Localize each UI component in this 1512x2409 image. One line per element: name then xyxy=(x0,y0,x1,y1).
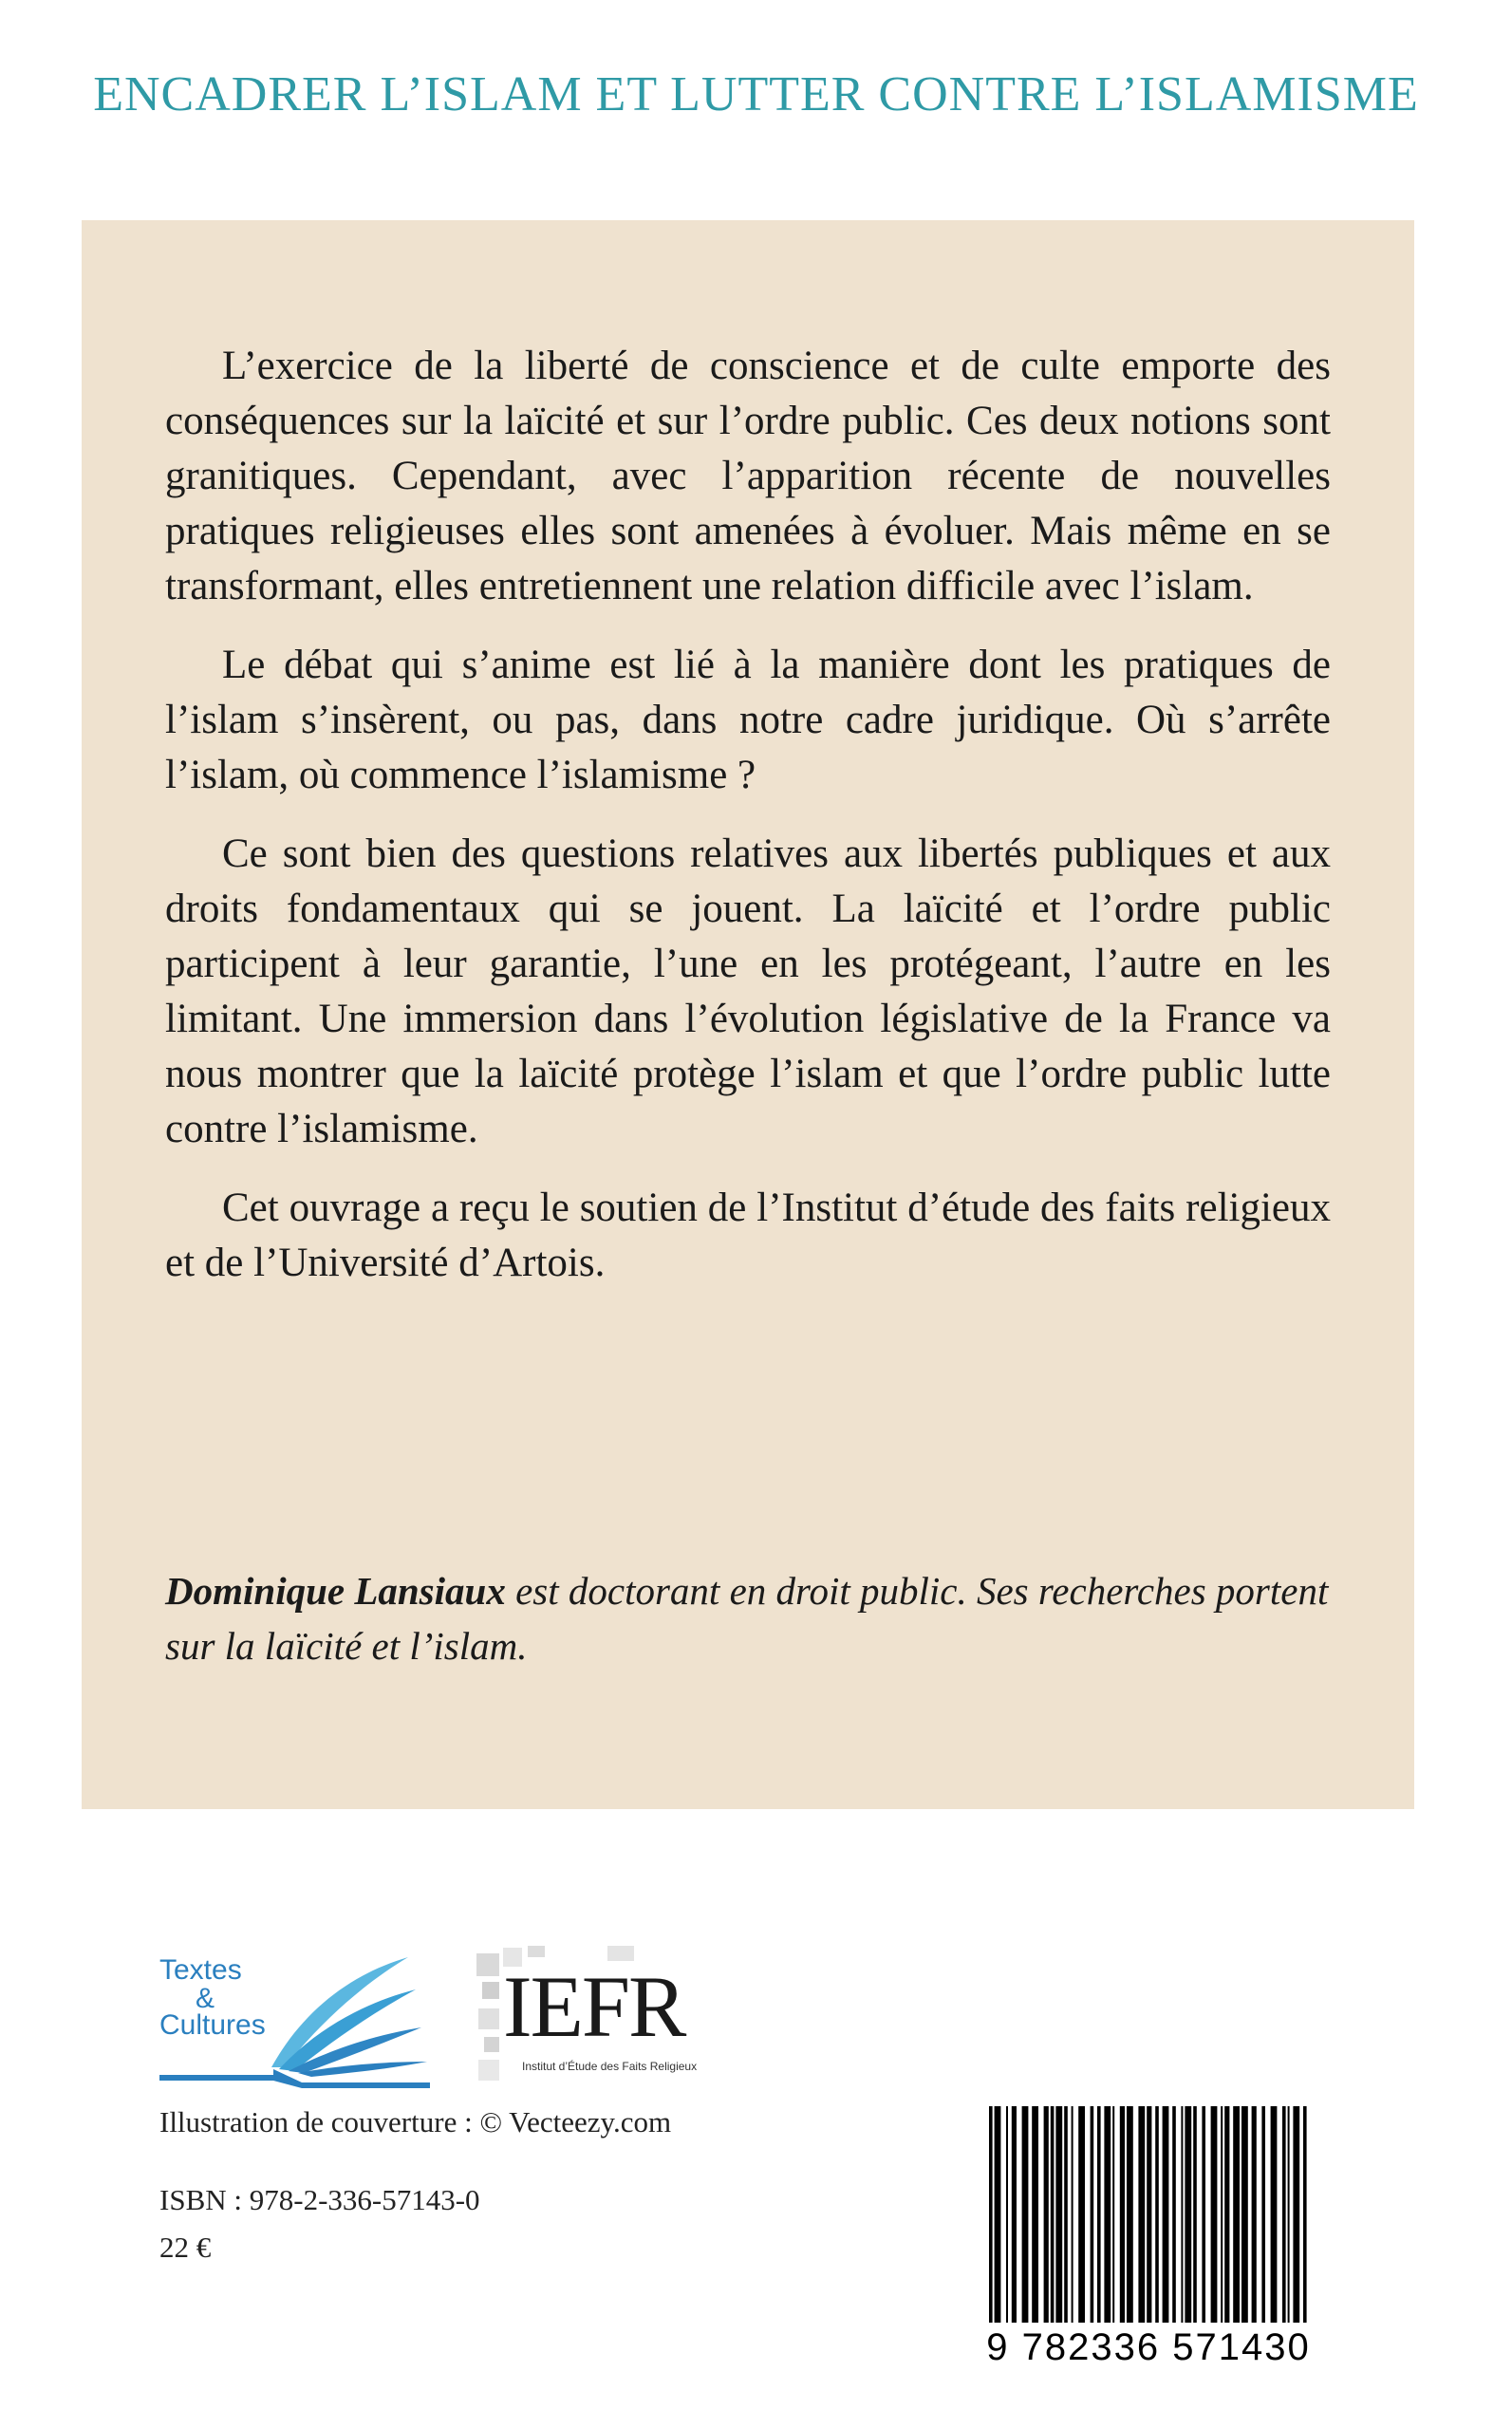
blurb-paragraph-4: Cet ouvrage a reçu le soutien de l’Institut d’étude des faits religieux et de l’Université d’Artois. xyxy=(165,1186,1331,1285)
barcode-bar xyxy=(1091,2106,1094,2323)
book-blurb xyxy=(165,339,1331,1315)
isbn-barcode xyxy=(976,2102,1321,2378)
book-series-title: ENCADRER L’ISLAM ET LUTTER CONTRE L’ISLAMISME xyxy=(93,67,1419,121)
blurb-paragraph-3: Ce sont bien des questions relatives aux libertés publiques et aux droits fondamentaux qui se jouent. La laïcité et l’ordre public participent à leur garantie, l’une en les protégeant, l’autre en les limitant. Une immersion dans l’évolution législative de la France va nous montrer que la laïcité protège l’islam et que l’ordre public lutte contre l’islamisme. xyxy=(165,831,1331,1151)
barcode-bar xyxy=(1006,2106,1008,2323)
barcode-bar xyxy=(1104,2106,1111,2323)
author-description: est doctorant en droit public. Ses recherches portent sur la laïcité et l’islam. xyxy=(165,1569,1329,1668)
barcode-bar xyxy=(1051,2106,1055,2323)
iefr-wordmark: IEFR xyxy=(503,1958,685,2055)
barcode-bar xyxy=(1211,2106,1218,2323)
barcode-bar xyxy=(1022,2106,1029,2323)
open-book-icon xyxy=(159,1955,435,2098)
barcode-bars xyxy=(976,2102,1321,2326)
barcode-bar xyxy=(1032,2106,1038,2323)
illustration-credit: Illustration de couverture : © Vecteezy.com xyxy=(159,2105,672,2138)
barcode-bar xyxy=(1064,2106,1068,2323)
barcode-bar xyxy=(1181,2106,1183,2323)
barcode-bar xyxy=(1303,2106,1307,2323)
author-name: Dominique Lansiaux xyxy=(165,1569,506,1613)
barcode-bar xyxy=(1078,2106,1085,2323)
barcode-bar xyxy=(1120,2106,1125,2323)
barcode-bar xyxy=(1055,2106,1062,2323)
barcode-bar xyxy=(1202,2106,1205,2323)
barcode-bar xyxy=(1221,2106,1223,2323)
barcode-bar xyxy=(989,2106,993,2323)
barcode-bar xyxy=(1147,2106,1151,2323)
logo-word-textes: Textes xyxy=(159,1954,242,1986)
barcode-bar xyxy=(1044,2106,1049,2323)
back-cover-text-panel xyxy=(82,220,1414,1809)
blurb-paragraph-1: L’exercice de la liberté de conscience et de culte emporte des conséquences sur la laïcité et sur l’ordre public. Ces deux notions sont granitiques. Cependant, avec l’apparition récente de nouvelles pratiques religieuses elles sont amenées à évoluer. Mais même en se transformant, elles entretiennent une relation difficile avec l’islam. xyxy=(165,344,1331,608)
barcode-bar xyxy=(1163,2106,1169,2323)
barcode-bar xyxy=(1172,2106,1176,2323)
barcode-bar xyxy=(1282,2106,1286,2323)
price-text: 22 € xyxy=(159,2231,212,2264)
barcode-bar xyxy=(1241,2106,1248,2323)
barcode-digits: 9 782336 571430 xyxy=(986,2326,1311,2368)
author-bio xyxy=(165,1563,1331,1673)
barcode-bar xyxy=(1293,2106,1299,2323)
barcode-bar xyxy=(1072,2106,1073,2323)
barcode-bar xyxy=(1193,2106,1197,2323)
barcode-bar xyxy=(995,2106,1001,2323)
barcode-bar xyxy=(1224,2106,1229,2323)
barcode-bar xyxy=(1112,2106,1114,2323)
logo-word-cultures: Cultures xyxy=(159,2009,266,2041)
iefr-subtitle: Institut d’Étude des Faits Religieux xyxy=(522,2060,698,2073)
blurb-paragraph-2: Le débat qui s’anime est lié à la manière dont les pratiques de l’islam s’insèrent, ou pas, dans notre cadre juridique. Où s’arrête l’islam, où commence l’islamisme ? xyxy=(165,643,1331,797)
textes-cultures-logo xyxy=(159,1955,435,2098)
barcode-bar xyxy=(1185,2106,1191,2323)
barcode-bar xyxy=(1288,2106,1290,2323)
logo-ampersand: & xyxy=(196,1983,215,2014)
barcode-bar xyxy=(1127,2106,1133,2323)
barcode-bar xyxy=(1252,2106,1257,2323)
barcode-bar xyxy=(1012,2106,1017,2323)
barcode-bar xyxy=(1138,2106,1145,2323)
iefr-logo xyxy=(475,1946,731,2107)
isbn-text: ISBN : 978-2-336-57143-0 xyxy=(159,2183,480,2216)
barcode-bar xyxy=(1261,2106,1265,2323)
barcode-bar xyxy=(1233,2106,1240,2323)
barcode-bar xyxy=(1271,2106,1278,2323)
barcode-bar xyxy=(1097,2106,1101,2323)
barcode-bar xyxy=(1155,2106,1159,2323)
